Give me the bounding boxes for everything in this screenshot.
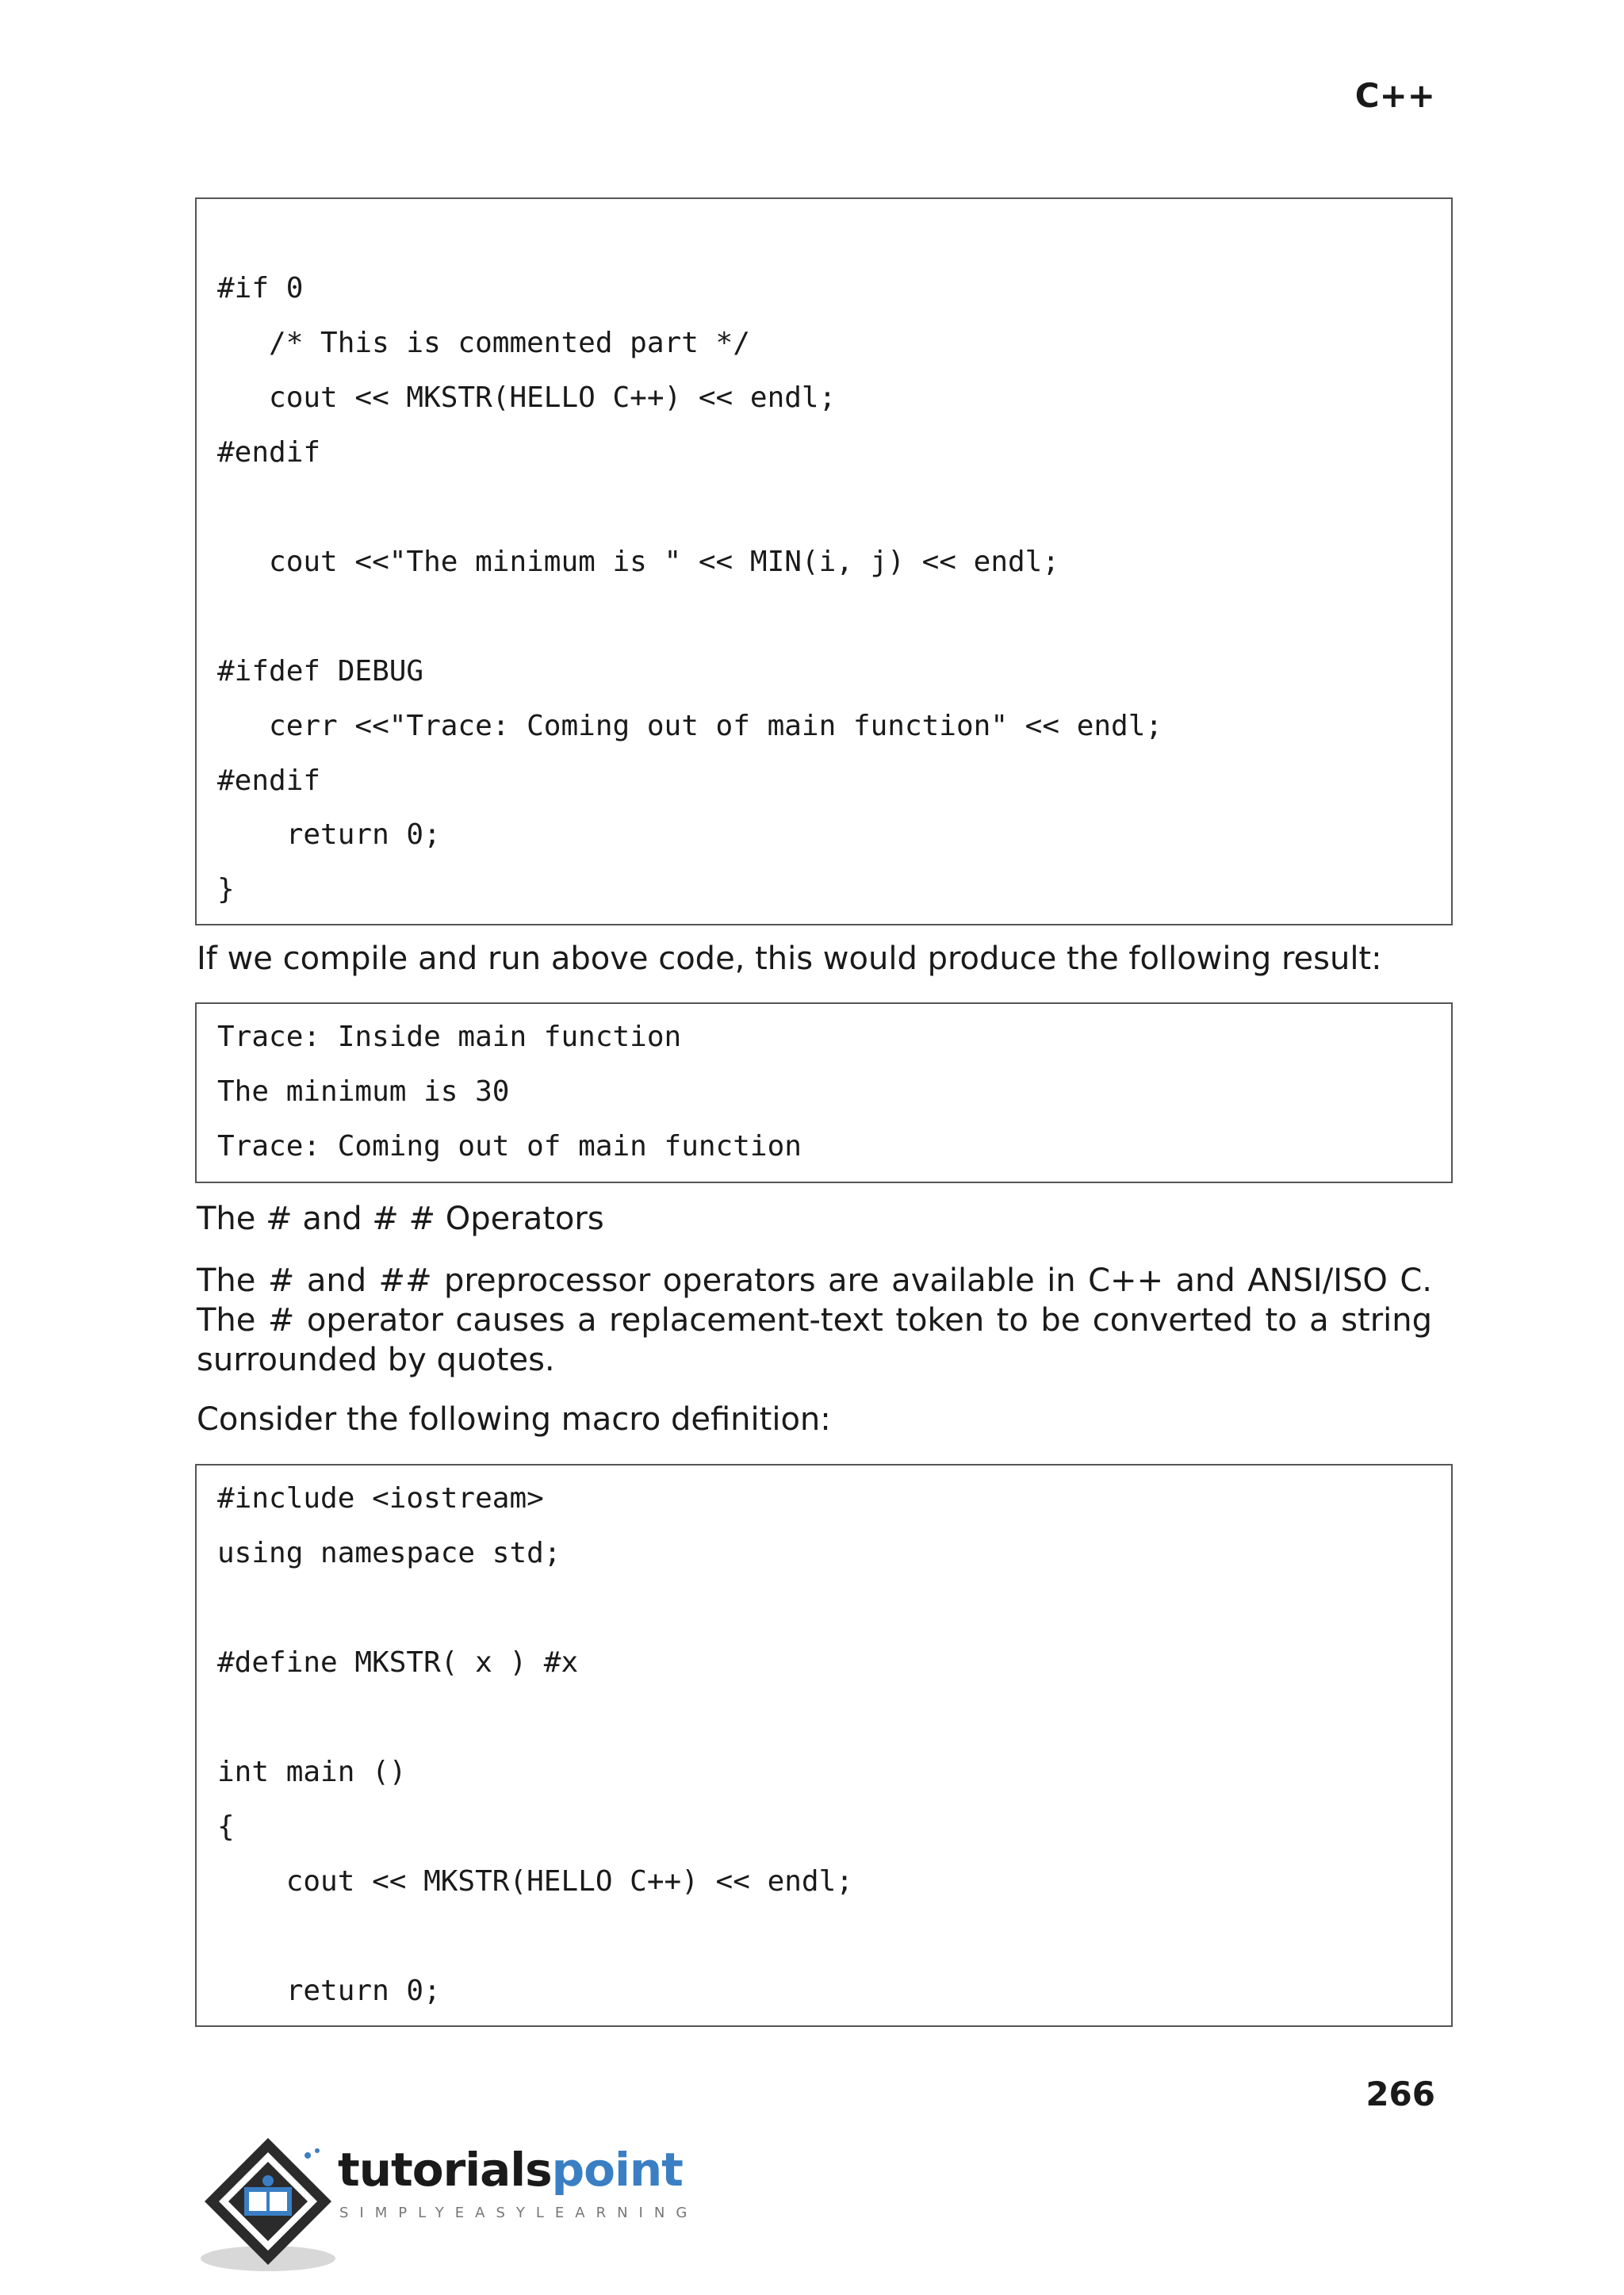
code-line: cerr <<"Trace: Coming out of main function" << endl; [217,710,1163,742]
tutorialspoint-logo [197,2132,699,2274]
page-header-title: C++ [1354,76,1435,115]
code-line: cout << MKSTR(HELLO C++) << endl; [217,381,837,414]
code-line: #define MKSTR( x ) #x [217,1646,579,1679]
page-number: 266 [1365,2075,1435,2113]
result-intro-text: If we compile and run above code, this would produce the following result: [197,941,1382,977]
code-line: #ifdef DEBUG [217,655,424,688]
code-line: #if 0 [217,272,304,305]
code-line: /* This is commented part */ [217,327,750,359]
macro-intro-text: Consider the following macro definition: [197,1401,831,1438]
output-line: Trace: Inside main function [217,1021,682,1053]
logo-wordmark: tutorialspoint [338,2143,683,2197]
output-block [195,1002,1453,1183]
code-line: #endif [217,436,321,469]
section-body-text: The # and ## preprocessor operators are available in C++ and ANSI/ISO C. The # operator causes a replacement-text token to be converted to a string surrounded by quotes. [197,1262,1432,1378]
code-block-macro-example [195,1464,1453,2027]
code-line: } [217,873,235,906]
output-line: Trace: Coming out of main function [217,1130,802,1163]
code-line: #endif [217,764,321,797]
code-block-continued [195,197,1453,925]
code-line: { [217,1810,235,1843]
section-heading: The # and # # Operators [197,1201,604,1237]
code-line: int main () [217,1756,407,1788]
code-line: return 0; [217,818,441,851]
logo-tagline: SIMPLYEASYLEARNING [339,2205,699,2221]
code-line: return 0; [217,1975,441,2007]
code-line: cout << MKSTR(HELLO C++) << endl; [217,1865,853,1898]
code-line: cout <<"The minimum is " << MIN(i, j) << endl; [217,546,1060,578]
output-line: The minimum is 30 [217,1075,510,1108]
code-line: using namespace std; [217,1537,561,1569]
code-line: #include <iostream> [217,1482,544,1515]
logo-diamond-icon [197,2132,339,2274]
